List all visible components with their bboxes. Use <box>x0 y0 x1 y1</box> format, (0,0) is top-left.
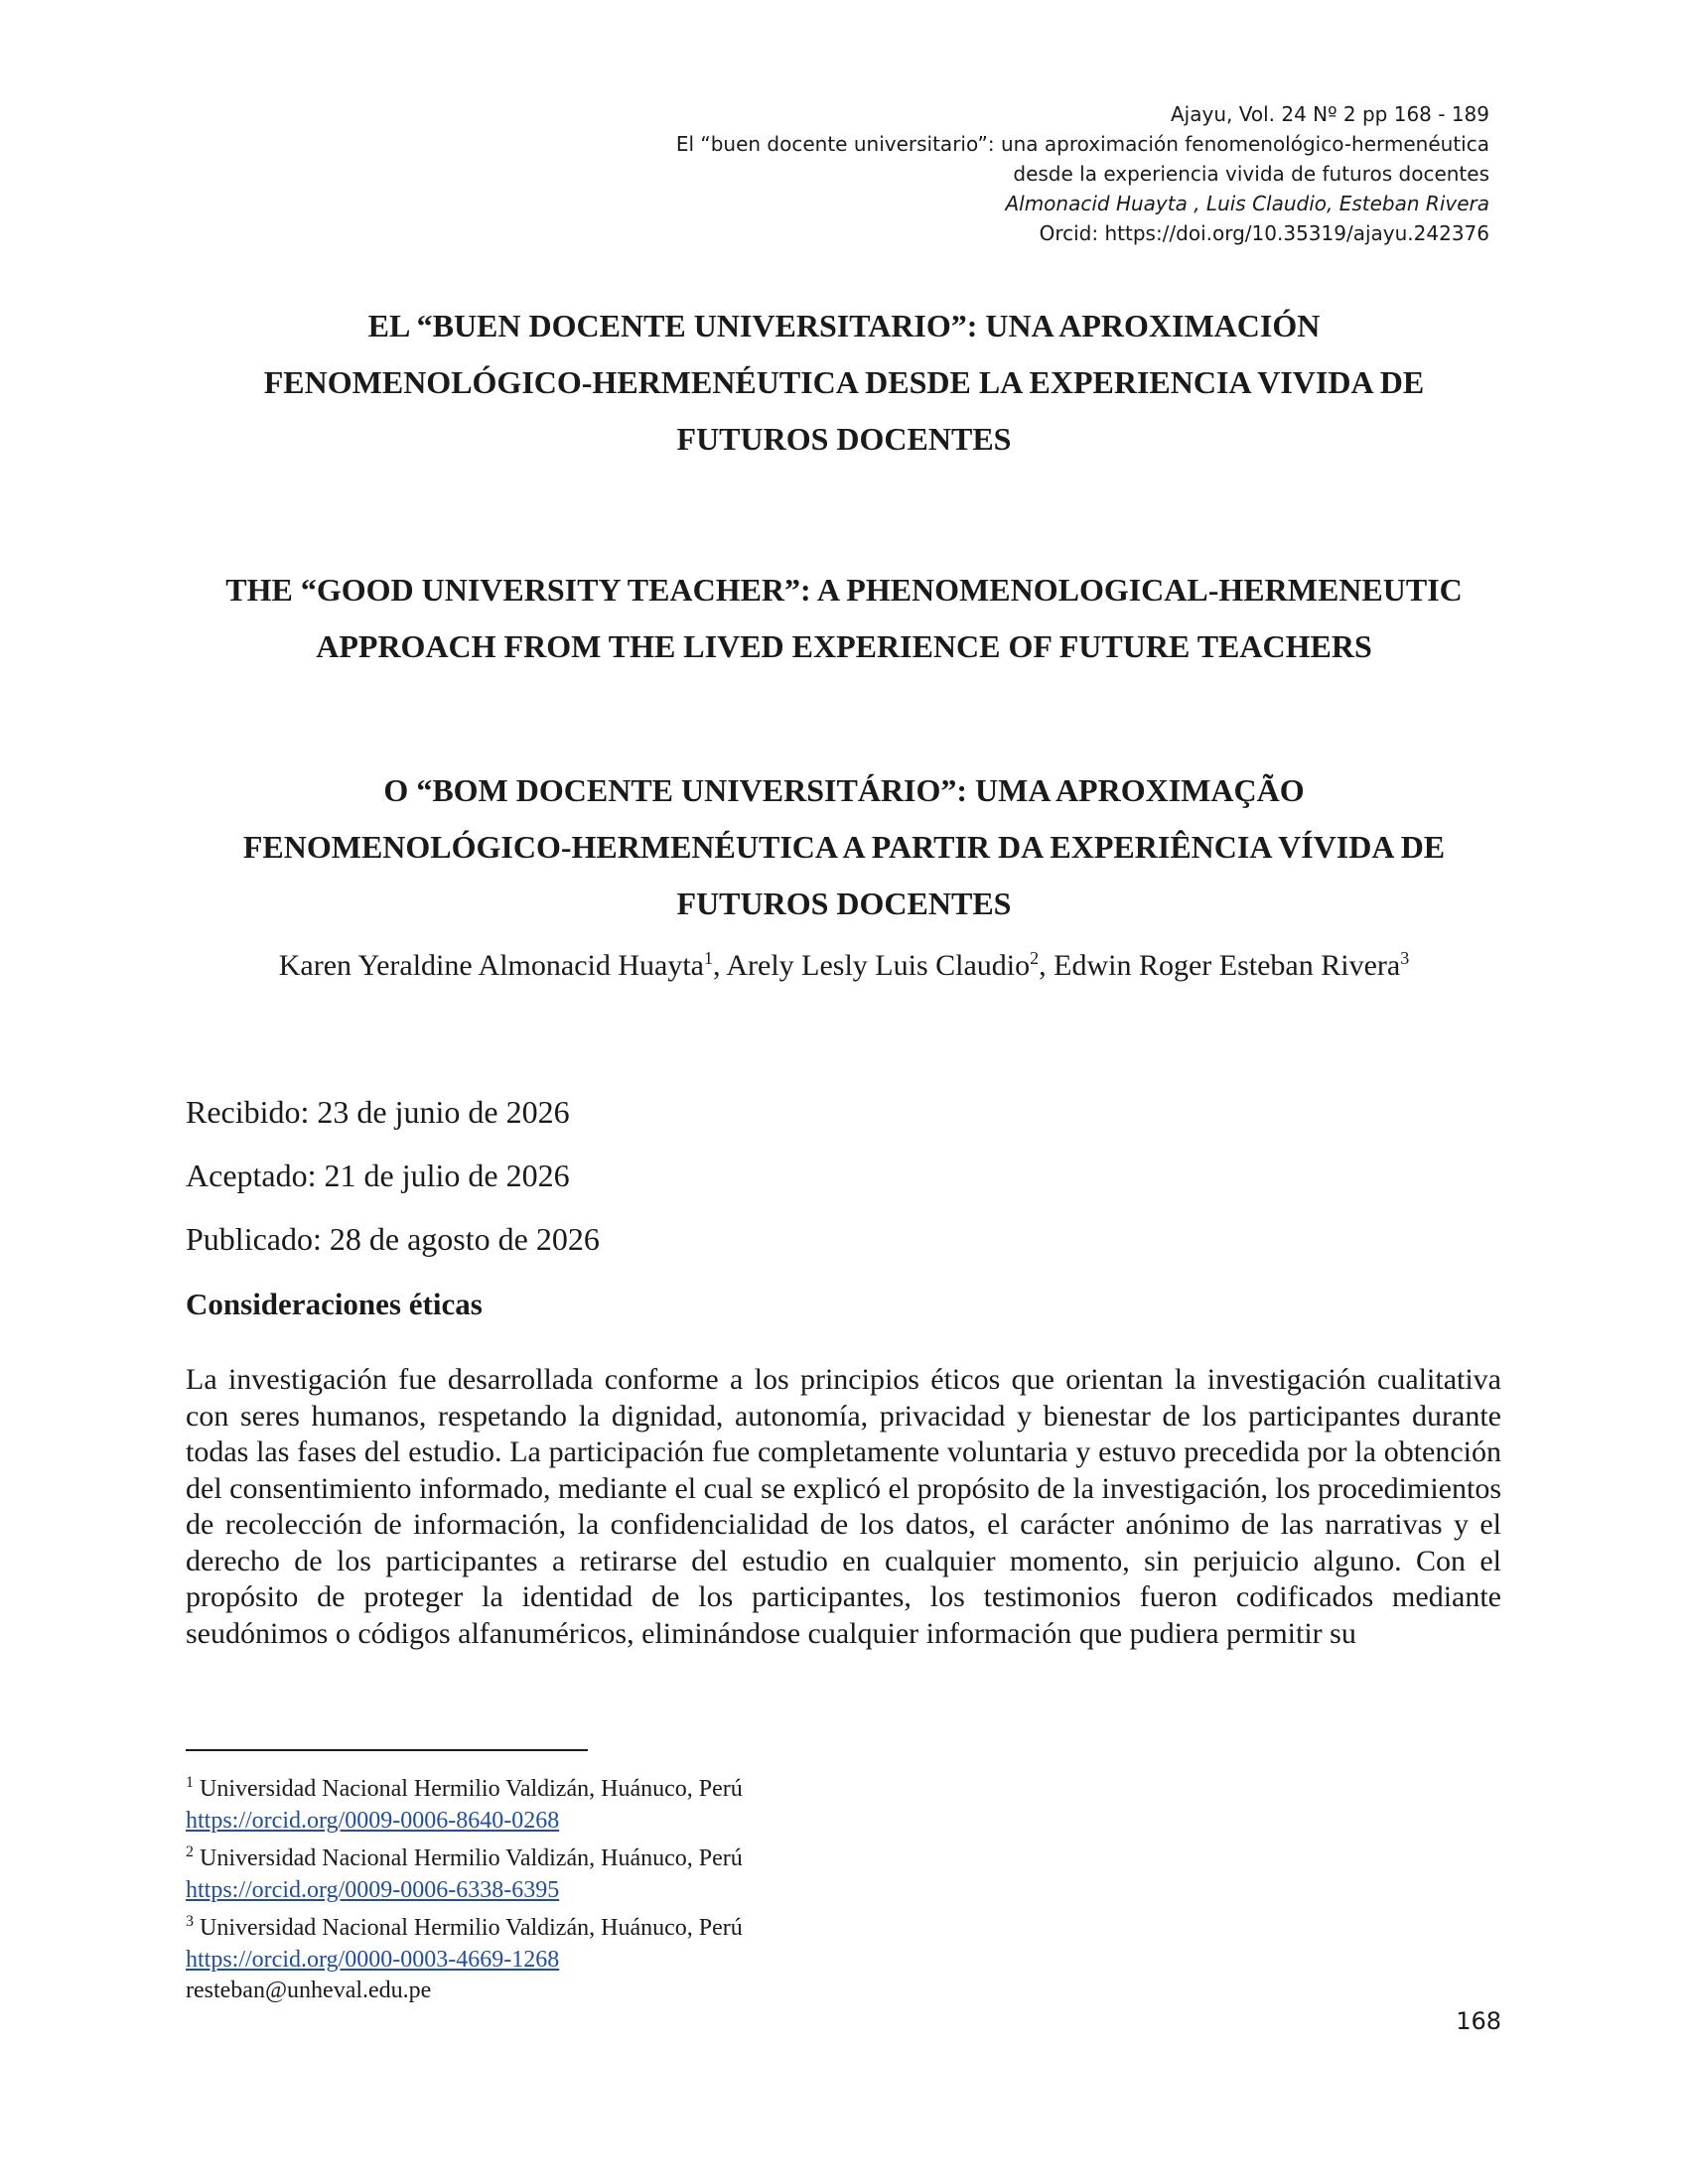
author-footnote-mark[interactable]: 2 <box>1030 948 1040 968</box>
author-list <box>149 948 1539 983</box>
author-name: Karen Yeraldine Almonacid Huayta <box>278 949 704 982</box>
title-es-line-1: EL “BUEN DOCENTE UNIVERSITARIO”: UNA APROXIMACIÓN <box>367 308 1321 343</box>
author-name: Arely Lesly Luis Claudio <box>726 949 1031 982</box>
footnote-affiliation: Universidad Nacional Hermilio Valdizán, Huánuco, Perú <box>200 1776 743 1802</box>
title-es-line-2: FENOMENOLÓGICO-HERMENÉUTICA DESDE LA EXPERIENCIA VIVIDA DE <box>263 364 1425 400</box>
orcid-link[interactable]: https://orcid.org/0009-0006-8640-0268 <box>186 1807 560 1834</box>
footnote-divider <box>186 1749 588 1751</box>
received-date: Recibido: 23 de junio de 2026 <box>186 1094 570 1130</box>
title-en-line-2: APPROACH FROM THE LIVED EXPERIENCE OF FUTURE TEACHERS <box>316 628 1372 664</box>
footnote-mark: 1 <box>186 1774 194 1791</box>
title-spanish <box>149 298 1539 468</box>
footnotes <box>186 1767 1079 2007</box>
accepted-date: Aceptado: 21 de julio de 2026 <box>186 1158 570 1193</box>
footnote-mark: 3 <box>186 1913 194 1930</box>
journal-citation: Ajayu, Vol. 24 Nº 2 pp 168 - 189 <box>1170 102 1489 126</box>
running-orcid: Orcid: https://doi.org/10.35319/ajayu.242376 <box>1039 221 1489 245</box>
ethics-paragraph: La investigación fue desarrollada conforme a los principios éticos que orientan la investigación cualitativa con seres humanos, respetando la dignidad, autonomía, privacidad y bienestar de los participantes durante todas las fases del estudio. La participación fue completamente voluntaria y estuvo precedida por la obtención del consentimiento informado, mediante el cual se explicó el propósito de la investigación, los procedimientos de recolección de información, la confidencialidad de los datos, el carácter anónimo de las narrativas y el derecho de los participantes a retirarse del estudio en cualquier momento, sin perjuicio alguno. Con el propósito de proteger la identidad de los participantes, los testimonios fueron codificados mediante seudónimos o códigos alfanuméricos, eliminándose cualquier información que pudiera permitir su <box>186 1363 1501 1650</box>
running-header <box>397 99 1489 248</box>
contact-email[interactable]: resteban@unheval.edu.pe <box>186 1978 432 2003</box>
section-heading-ethics: Consideraciones éticas <box>186 1287 483 1321</box>
footnote-affiliation: Universidad Nacional Hermilio Valdizán, Huánuco, Perú <box>200 1845 743 1871</box>
title-portuguese <box>149 762 1539 932</box>
running-title-line-1: El “buen docente universitario”: una aproximación fenomenológico-hermenéutica <box>675 132 1489 156</box>
running-title-line-2: desde la experiencia vivida de futuros docentes <box>1013 162 1489 186</box>
author-footnote-mark[interactable]: 3 <box>1400 948 1410 968</box>
title-es-line-3: FUTUROS DOCENTES <box>676 421 1012 457</box>
orcid-link[interactable]: https://orcid.org/0009-0006-6338-6395 <box>186 1876 560 1903</box>
footnote-1 <box>186 1767 1079 1806</box>
footnote-mark: 2 <box>186 1843 194 1860</box>
publication-dates <box>186 1080 600 1271</box>
footnote-2 <box>186 1837 1079 1875</box>
title-pt-line-3: FUTUROS DOCENTES <box>676 886 1012 921</box>
title-pt-line-2: FENOMENOLÓGICO-HERMENÉUTICA A PARTIR DA EXPERIÊNCIA VÍVIDA DE <box>242 829 1446 865</box>
title-en-line-1: THE “GOOD UNIVERSITY TEACHER”: A PHENOMENOLOGICAL-HERMENEUTIC <box>225 572 1463 608</box>
author-separator: , <box>712 949 727 982</box>
author-separator: , <box>1039 949 1055 982</box>
title-english <box>149 562 1539 675</box>
running-authors: Almonacid Huayta , Luis Claudio, Esteban Rivera <box>1005 192 1489 215</box>
footnote-3 <box>186 1906 1079 1945</box>
footnote-affiliation: Universidad Nacional Hermilio Valdizán, Huánuco, Perú <box>200 1915 743 1941</box>
title-pt-line-1: O “BOM DOCENTE UNIVERSITÁRIO”: UMA APROXIMAÇÃO <box>383 772 1305 808</box>
author-name: Edwin Roger Esteban Rivera <box>1054 949 1401 982</box>
published-date: Publicado: 28 de agosto de 2026 <box>186 1221 600 1257</box>
author-footnote-mark[interactable]: 1 <box>703 948 713 968</box>
orcid-link[interactable]: https://orcid.org/0000-0003-4669-1268 <box>186 1946 560 1973</box>
page-number: 168 <box>1456 2007 1501 2035</box>
